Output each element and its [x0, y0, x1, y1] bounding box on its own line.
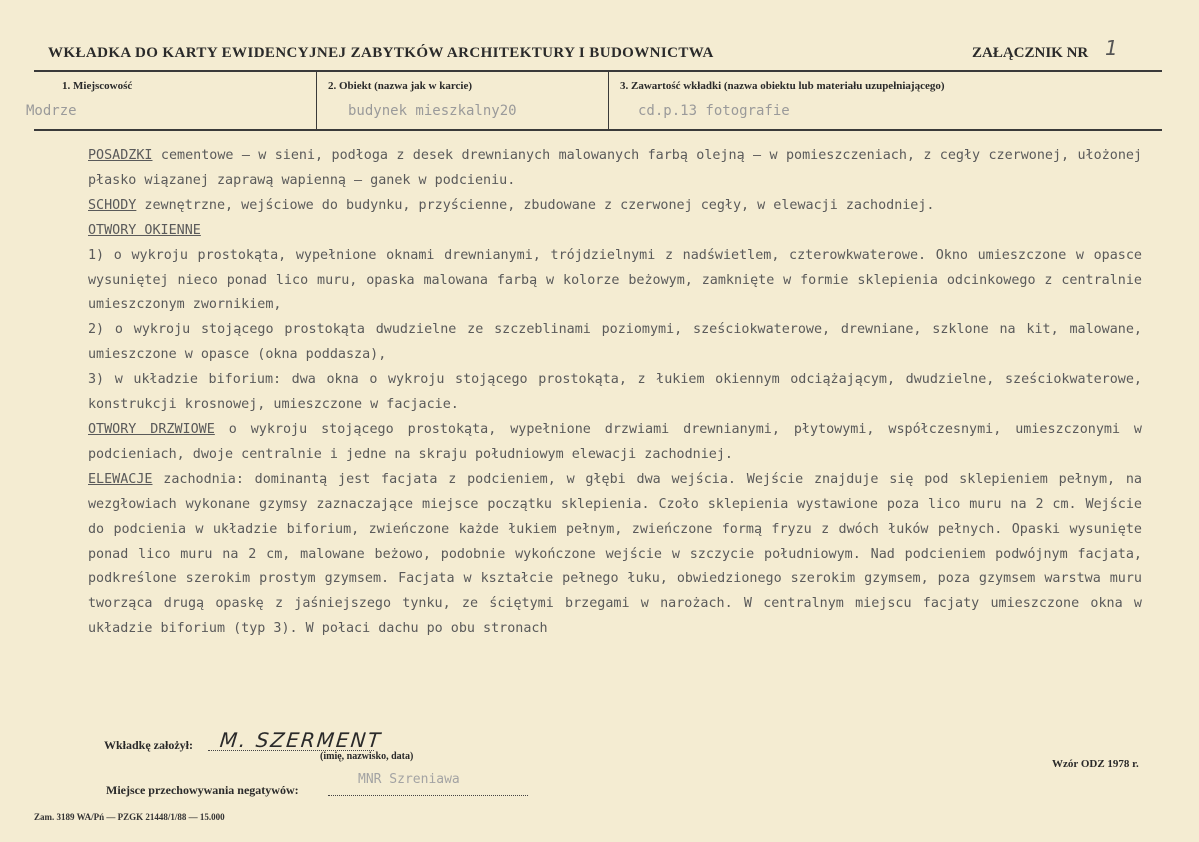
- paragraph-window-type-1: [88, 244, 1142, 319]
- text-stairs: zewnętrzne, wejściowe do budynku, przyścienne, zbudowane z czerwonej cegły, w elewacji zachodniej.: [136, 197, 935, 213]
- annex-label: ZAŁĄCZNIK NR: [972, 45, 1089, 61]
- field-divider-2: [608, 72, 609, 130]
- negatives-label: Miejsce przechowywania negatywów:: [106, 783, 299, 797]
- header-bottom-rule: [34, 129, 1162, 131]
- paragraph-window-type-2: [88, 318, 1142, 368]
- annex-number: 1: [1105, 36, 1118, 60]
- heading-windows: OTWORY OKIENNE: [88, 222, 201, 238]
- header-top-rule: [34, 70, 1162, 72]
- negatives-dotted-line: [328, 795, 528, 796]
- paragraph-stairs: [88, 194, 1142, 219]
- form-model: Wzór ODZ 1978 r.: [1052, 758, 1139, 770]
- paragraph-floors: [88, 144, 1142, 194]
- paragraph-doors: [88, 418, 1142, 468]
- heading-floors: POSADZKI: [88, 148, 153, 163]
- field-value-location: Modrze: [26, 103, 77, 119]
- heading-elevations: ELEWACJE: [88, 471, 153, 487]
- description-body: [88, 144, 1142, 642]
- paragraph-windows: [88, 219, 1142, 244]
- field-value-contents: cd.p.13 fotografie: [638, 103, 790, 119]
- text-doors: o wykroju stojącego prostokąta, wypełnione drzwiami drewnianymi, płytowymi, współczesnymi, umieszczonymi w podcieniach, dwoje centralnie i jedne na skraju południowym elewacji zachodniej.: [88, 421, 1142, 462]
- field-label-object: 2. Obiekt (nazwa jak w karcie): [328, 80, 473, 92]
- author-caption: (imię, nazwisko, data): [320, 751, 414, 762]
- text-floors: cementowe – w sieni, podłoga z desek drewnianych malowanych farbą olejną – w pomieszczeniach, z cegły czerwonej, ułożonej płasko wiązanej zaprawą wapienną – ganek w podcieniu.: [88, 148, 1142, 188]
- field-divider-1: [316, 72, 317, 130]
- text-elevations: zachodnia: dominantą jest facjata z podcieniem, w głębi dwa wejścia. Wejście znajduje się pod sklepieniem pełnym, na wezgłowiach wykonane gzymsy zaznaczające miejsce początku sklepienia. Czoło sklepienia wystawione poza lico muru na 2 cm. Wejście do podcienia w układzie biforium, zwieńczone każde łukiem pełnym, zwieńczone formą fryzu z dwóch łuków pełnych. Opaski wysunięte ponad lico muru na 2 cm, malowane beżowo, podobnie wykończone wejście w szczycie południowym. Nad podcieniem podwójnym facjata, podkreślone szerokim prostym gzymsem. Facjata w kształcie pełnego łuku, obwiedzionego szerokim gzymsem, poza gzymsem warstwa muru tworząca drugą opaskę z jaśniejszego tynku, ze ściętymi brzegami w narożach. W centralnym miejscu facjaty umieszczone okna w układzie biforium (typ 3). W połaci dachu po obu stronach: [88, 471, 1142, 637]
- field-label-contents: 3. Zawartość wkładki (nazwa obiektu lub materiału uzupełniającego): [620, 80, 945, 92]
- form-title: WKŁADKA DO KARTY EWIDENCYJNEJ ZABYTKÓW ARCHITEKTURY I BUDOWNICTWA: [48, 45, 714, 61]
- negatives-value: MNR Szreniawa: [358, 772, 460, 787]
- heading-doors: OTWORY DRZWIOWE: [88, 421, 215, 437]
- author-label: Wkładkę założył:: [104, 738, 193, 752]
- heading-stairs: SCHODY: [88, 197, 137, 213]
- text-window-type-2: 2) o wykroju stojącego prostokąta dwudzielne ze szczeblinami poziomymi, sześciokwaterowe, drewniane, szklone na kit, malowane, umieszczone w opasce (okna poddasza),: [88, 322, 1142, 363]
- print-info: Zam. 3189 WA/Pń — PZGK 21448/1/88 — 15.000: [34, 812, 225, 822]
- text-window-type-1: 1) o wykroju prostokąta, wypełnione oknami drewnianymi, trójdzielnymi z nadświetlem, czterowkwaterowe. Okno umieszczone w opasce wysuniętej nieco ponad lico muru, opaska malowana farbą w kolorze beżowym, zamknięte w formie sklepienia odcinkowego z centralnie umieszczonym zwornikiem,: [88, 247, 1142, 313]
- author-signature: M. SZERMENT: [218, 728, 384, 752]
- field-value-object: budynek mieszkalny20: [348, 103, 517, 119]
- text-window-type-3: 3) w układzie biforium: dwa okna o wykroju stojącego prostokąta, z łukiem okiennym odciążającym, dwudzielne, sześciokwaterowe, konstrukcji krosnowej, umieszczone w facjacie.: [88, 372, 1142, 413]
- paragraph-window-type-3: [88, 368, 1142, 418]
- paragraph-elevations: [88, 468, 1142, 642]
- field-label-location: 1. Miejscowość: [62, 80, 133, 92]
